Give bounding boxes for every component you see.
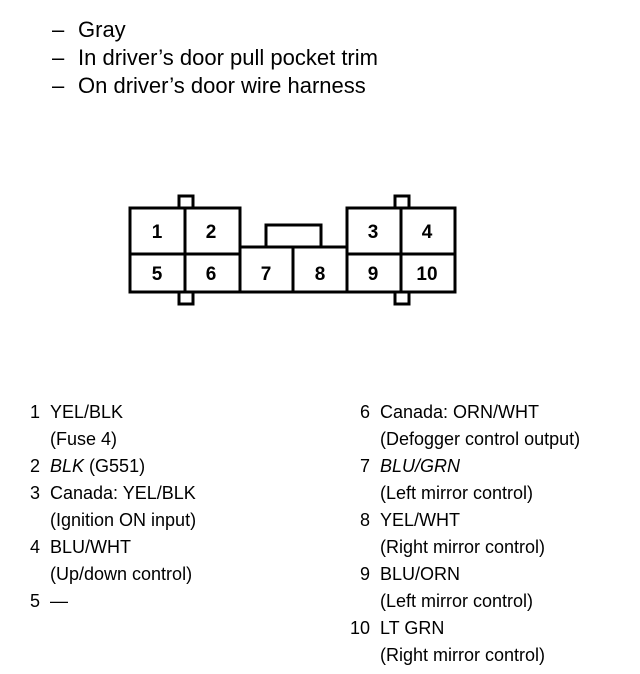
pin-entry-1: 1 YEL/BLK (Fuse 4): [29, 402, 124, 449]
pin-entry-4: 4 BLU/WHT (Up/down control): [29, 537, 193, 584]
pin-label-5: 5: [151, 264, 163, 285]
pin-entry-2: 2 BLK (G551): [29, 456, 146, 476]
pin-entry-9: 9 BLU/ORN (Left mirror control): [359, 564, 534, 611]
pin-label-7: 7: [260, 264, 272, 285]
pin-entry-10: 10 LT GRN (Right mirror control): [349, 618, 546, 665]
pin-label-6: 6: [205, 264, 217, 285]
pin-list-right: [342, 399, 580, 669]
pin-label-8: 8: [314, 264, 326, 285]
pin-label-1: 1: [151, 222, 163, 243]
pin-entry-7: 7 BLU/GRN (Left mirror control): [359, 456, 534, 503]
pin-entry-8: 8 YEL/WHT (Right mirror control): [359, 510, 546, 557]
center-key: [266, 225, 321, 247]
pin-entry-3: 3 Canada: YEL/BLK (Ignition ON input): [29, 483, 197, 530]
pin-label-4: 4: [421, 222, 433, 243]
pin-entry-5: 5 —: [29, 591, 68, 611]
note-line-harness: – On driver’s door wire harness: [52, 73, 366, 98]
pin-label-10: 10: [416, 264, 438, 285]
pin-list-left: [14, 399, 196, 615]
pin-label-2: 2: [205, 222, 217, 243]
note-line-location: – In driver’s door pull pocket trim: [52, 45, 378, 70]
pin-label-3: 3: [367, 222, 379, 243]
note-line-color: – Gray: [52, 17, 126, 42]
pin-entry-6: 6 Canada: ORN/WHT (Defogger control output): [359, 402, 581, 449]
pin-label-9: 9: [367, 264, 379, 285]
